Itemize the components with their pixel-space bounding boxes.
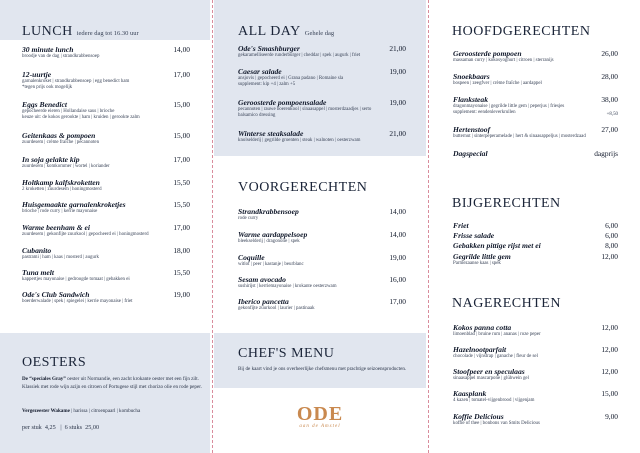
- menu-item: [22, 155, 190, 170]
- menu-item-price: 27,00: [601, 125, 618, 134]
- menu-item-price: 12,00: [601, 345, 618, 354]
- menu-item-description: chocolade | vijnstrap | ganache | fleur de sel: [453, 354, 538, 359]
- menu-item-price: 15,50: [173, 268, 190, 277]
- menu-item: [238, 297, 406, 312]
- ode-logo: [290, 404, 350, 429]
- menu-item-name: Ode's Smashburger: [238, 44, 300, 53]
- hoofdgerechten-title: HOOFDGERECHTEN: [452, 24, 591, 39]
- menu-item-description: rode curry: [238, 216, 259, 221]
- menu-item: [22, 178, 190, 193]
- menu-item-name: Geroosterde pompoensalade: [238, 98, 327, 107]
- menu-item-description: brioche | rode curry | kerrie mayonaise: [22, 209, 98, 214]
- menu-item: [22, 200, 190, 215]
- menu-item-name: Sesam avocado: [238, 275, 286, 284]
- menu-item-description: bleekselderij | dragonolie | spek: [238, 239, 300, 244]
- menu-item-description: limoenblad | bruine rum | ananas | roze peper: [453, 332, 541, 337]
- menu-item-name: Tuna melt: [22, 268, 54, 277]
- menu-item-name: In soja gelakte kip: [22, 155, 80, 164]
- menu-item-description: garnalenkroket | strandkrabbensoep | egg benedict ham: [22, 79, 130, 84]
- menu-item-description: keuze uit: de kokos gerookte | ham | kruiden | gerookte zalm: [22, 115, 140, 121]
- menu-item-price: 15,00: [173, 100, 190, 109]
- oesters-intro: [22, 376, 202, 391]
- menu-item-name: Cubanito: [22, 246, 52, 255]
- menu-item-name: Kokos panna cotta: [453, 323, 512, 332]
- menu-item: [453, 241, 618, 250]
- menu-item-name: Friet: [453, 221, 469, 230]
- menu-item: [22, 131, 190, 146]
- menu-item-name: Gegrilde little gem: [453, 252, 511, 261]
- menu-item-price: 12,00: [601, 323, 618, 332]
- menu-item: [453, 367, 618, 382]
- menu-item: [453, 412, 618, 427]
- allday-subtitle: Gehele dag: [304, 30, 335, 37]
- menu-item-name: Holtkamp kalfskroketten: [22, 178, 100, 187]
- menu-item-price: 15,50: [173, 178, 190, 187]
- menu-item-name: Hertenstoof: [453, 125, 491, 134]
- oesters-pairing: [22, 408, 207, 416]
- menu-item: [453, 252, 618, 267]
- menu-item: [453, 345, 618, 360]
- menu-item: [453, 323, 618, 338]
- logo-main-text: ODE: [296, 403, 344, 425]
- lunch-title: [22, 24, 139, 40]
- menu-item-name: Kaasplank: [453, 389, 487, 398]
- menu-item: [22, 290, 190, 305]
- menu-item-price: 19,00: [389, 67, 406, 76]
- menu-item: [22, 223, 190, 238]
- logo-sub-text: aan de Amstel: [299, 424, 341, 429]
- menu-item-description: zuurdesem | komkommer | wortel | koriander: [22, 164, 110, 169]
- menu-item-price: 19,00: [173, 290, 190, 299]
- lunch-subtitle: iedere dag tot 16.30 uur: [76, 30, 139, 37]
- menu-item: [453, 72, 618, 87]
- menu-item-description: balsamico dressing: [238, 113, 276, 119]
- menu-item-price: 18,00: [173, 246, 190, 255]
- menu-item-name: Dagspecial: [453, 149, 488, 158]
- menu-item-price: 12,00: [601, 367, 618, 376]
- menu-item-description: gekonfijte zuurkool | laurier | pastinaak: [238, 306, 315, 311]
- menu-item-price: 17,00: [173, 223, 190, 232]
- bijgerechten-title: BIJGERECHTEN: [452, 196, 561, 211]
- menu-item-price: 38,00: [601, 95, 618, 104]
- menu-item-price: 17,00: [173, 155, 190, 164]
- menu-item-description: sushirijst | kerriemayonaise | krokante oesterzwam: [238, 284, 337, 289]
- menu-item-description: dragonmayonaise | gegrilde little gem | peperjus | friesjes: [453, 104, 565, 109]
- menu-item-price: 8,00: [605, 241, 618, 250]
- menu-item-name: Stoofpeer en speculaas: [453, 367, 525, 376]
- menu-item-description: gekaramelliseerde runderburger | cheddar | spek | augurk | friet: [238, 53, 361, 58]
- menu-item-description: zuurdesem | gekonfijte zuurkool | gepocheerd ei | honingmosterd: [22, 232, 149, 237]
- menu-item: [238, 275, 406, 290]
- menu-item-description: Parmezaanse kaas | spek: [453, 261, 501, 266]
- allday-title: [238, 24, 334, 40]
- menu-item-description: zuurdesem | crème fraîche | pecannoten: [22, 140, 100, 145]
- menu-item-name: Ode's Club Sandwich: [22, 290, 90, 299]
- menu-item-name: Caesar salade: [238, 67, 282, 76]
- menu-item-price: 16,00: [389, 275, 406, 284]
- menu-item-price: dagprijs: [594, 149, 618, 158]
- menu-item-name: 12-uurtje: [22, 70, 52, 79]
- menu-item: [238, 207, 406, 222]
- menu-item-name: Strandkrabbensoep: [238, 207, 299, 216]
- menu-item-supplement-price: +8,50: [606, 112, 618, 117]
- oesters-pairing-text: | harissa | citroenpaarl | kombucha: [69, 408, 141, 414]
- menu-item-description: knolselderij | gegrilde groenten | steak | walnoten | oesterzwam: [238, 138, 361, 143]
- menu-item: [453, 231, 618, 240]
- allday-title-text: ALL DAY: [238, 24, 301, 39]
- menu-item-description: bospeen | zeegfver | crème fraîche | aardappel: [453, 81, 542, 86]
- menu-item-description: massaman curry | kokosyoghurt | citroen | sterranijs: [453, 58, 554, 63]
- menu-item-name: Frisse salade: [453, 231, 495, 240]
- menu-item-price: 14,00: [173, 45, 190, 54]
- menu-item-description: koffie of thee | bonbons van Smits Delicious: [453, 421, 540, 426]
- menu-item-price: 12,00: [601, 252, 618, 261]
- menu-item: [22, 246, 190, 261]
- menu-item: [238, 253, 406, 268]
- menu-item-description: gepocheerde eieren | Hollandaise saus | brioche: [22, 109, 115, 114]
- menu-item-name: Eggs Benedict: [22, 100, 67, 109]
- voorgerechten-title: VOORGERECHTEN: [238, 180, 368, 195]
- menu-item-price: 9,00: [605, 412, 618, 421]
- lunch-title-text: LUNCH: [22, 24, 73, 39]
- menu-item-name: Flanksteak: [453, 95, 489, 104]
- menu-item-price: 19,00: [389, 98, 406, 107]
- oesters-intro-bold: De “speciales Gray”: [22, 376, 66, 382]
- menu-item-price: 21,00: [389, 44, 406, 53]
- menu-item-description: boerderwalade | spek | spiegelei | kerrie mayonaise | friet: [22, 299, 133, 304]
- menu-item-description: supplement: kip +4 | zalm +5: [238, 82, 296, 88]
- menu-item: [453, 95, 618, 116]
- menu-item-price: 26,00: [601, 49, 618, 58]
- menu-item: [22, 45, 190, 60]
- menu-item-name: Hazelnootparfait: [453, 345, 507, 354]
- menu-item-description: ansjovis | gepocheerd ei | Grana padano | Romaine sla: [238, 76, 344, 81]
- menu-item-name: Huisgemaakte garnalenkroketjes: [22, 200, 126, 209]
- nagerechten-title: NAGERECHTEN: [452, 296, 561, 311]
- menu-item-description: broodje van de dag | strandkrabbensoep: [22, 54, 100, 59]
- menu-item-description: supplement: eendenleverkrullen: [453, 110, 516, 116]
- menu-item-price: 17,00: [389, 297, 406, 306]
- menu-item: [238, 44, 406, 59]
- menu-item-price: 28,00: [601, 72, 618, 81]
- band-oesters: [0, 333, 210, 453]
- oesters-pairing-bold: Vergezeester Wakame: [22, 408, 70, 414]
- menu-item-description: 2 kroketten | zuurdesem | honingmosterd: [22, 187, 102, 192]
- menu-item-name: Geitenkaas & pompoen: [22, 131, 96, 140]
- oesters-title: OESTERS: [22, 355, 87, 370]
- menu-item-price: 14,00: [389, 230, 406, 239]
- menu-item-price: 6,00: [605, 231, 618, 240]
- fold-line-left: [212, 0, 213, 453]
- menu-item-name: Snoekbaars: [453, 72, 490, 81]
- menu-item: [238, 230, 406, 245]
- menu-item-name: Gebakken pittige rijst met ei: [453, 241, 541, 250]
- menu-item-name: Warme aardappelsoep: [238, 230, 308, 239]
- menu-item-name: Coquille: [238, 253, 265, 262]
- menu-item: [238, 129, 406, 144]
- menu-item-description: kappertjes mayonaise | gedroogde tomaat | gebakken ei: [22, 277, 130, 282]
- menu-item: [22, 100, 190, 121]
- chefsmenu-title: CHEF'S MENU: [238, 346, 335, 361]
- menu-item-description: sinaasappel mascarpone | glühwein gel: [453, 376, 529, 381]
- menu-item-price: 15,00: [173, 131, 190, 140]
- menu-item: [453, 125, 618, 140]
- menu-item: [453, 389, 618, 404]
- menu-item-description: *tegen prijs ook mogelijk: [22, 85, 73, 91]
- menu-item-description: pecannoten | rauwe boerenkool | sinaasappel | mosterdzaadjes | serto: [238, 107, 372, 112]
- menu-item: [22, 268, 190, 283]
- menu-item-name: Geroosterde pompoen: [453, 49, 522, 58]
- menu-item: [238, 67, 406, 88]
- menu-item-price: 17,00: [173, 70, 190, 79]
- menu-item-description: 4 kazen | tomatel-vijgenbrood | vijgenjam: [453, 398, 535, 403]
- oesters-prices: per stuk 4,25 | 6 stuks 25,00: [22, 424, 100, 431]
- menu-item: [453, 149, 618, 158]
- chefsmenu-text: Bij de kaart vind je ons overheerlijke chefsmenu met prachtige seizoensproducten.: [238, 366, 407, 372]
- menu-item-name: Iberico pancetta: [238, 297, 289, 306]
- menu-item-price: 15,00: [601, 389, 618, 398]
- menu-item-price: 6,00: [605, 221, 618, 230]
- menu-item-name: Koffie Delicious: [453, 412, 504, 421]
- menu-item: [22, 70, 190, 91]
- menu-item-price: 14,00: [389, 207, 406, 216]
- fold-line-right: [428, 0, 429, 453]
- menu-item-description: butternut | sinterpeperamelade | hert & sinaasappeljus | mosterdzaad: [453, 134, 586, 139]
- menu-item-name: 30 minute lunch: [22, 45, 74, 54]
- menu-item: [453, 221, 618, 230]
- menu-item-description: pastrami | ham | kaas | mosterd | augurk: [22, 255, 99, 260]
- menu-item: [453, 49, 618, 64]
- oesters-intro-text: oester uit Normandie, een zacht krokante oester met een fijn zilt. Klassiek met rode wijn azijn en citroen of Portugese stijl met chorizo olie en rode peper.: [22, 376, 202, 390]
- menu-item-price: 19,00: [389, 253, 406, 262]
- menu-item: [238, 98, 406, 119]
- menu-item-name: Winterse steaksalade: [238, 129, 304, 138]
- menu-item-price: 15,50: [173, 200, 190, 209]
- menu-item-name: Warme beenham & ei: [22, 223, 90, 232]
- menu-item-price: 21,00: [389, 129, 406, 138]
- menu-item-description: witlof | peer | kastanje | beurblanc: [238, 262, 304, 267]
